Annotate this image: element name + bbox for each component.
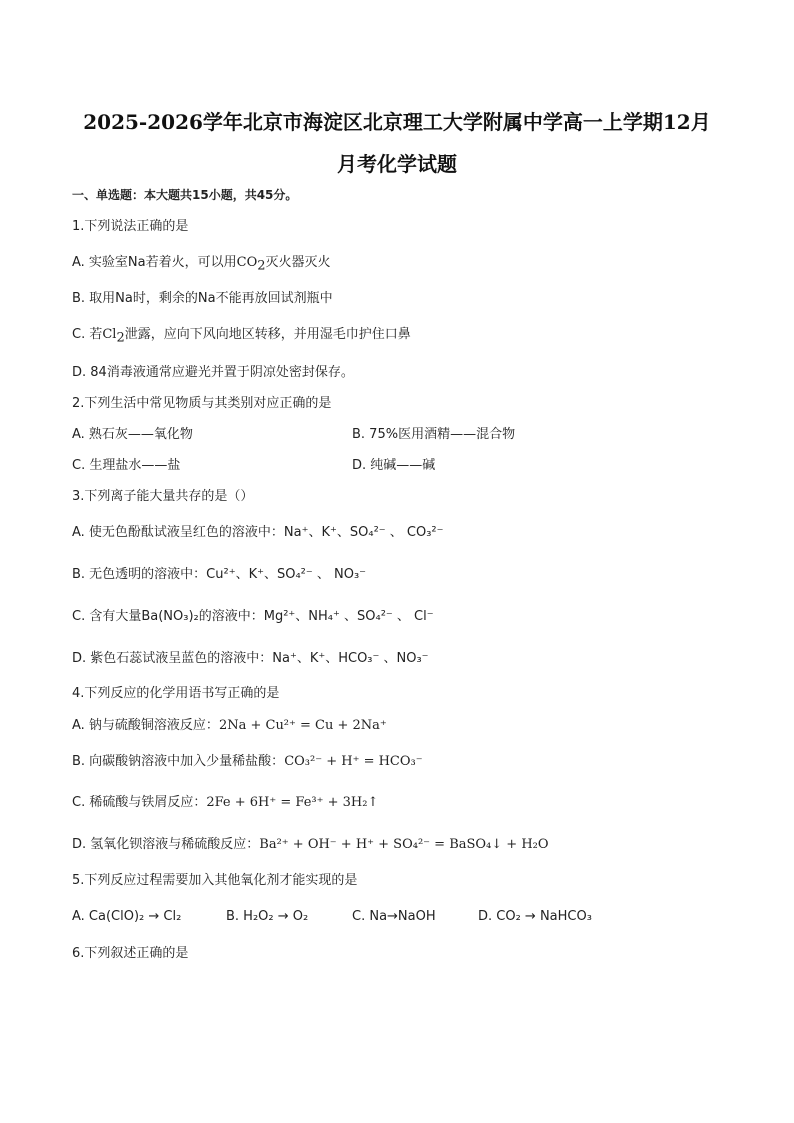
question-5-stem: 5.下列反应过程需要加入其他氧化剂才能实现的是	[72, 873, 358, 888]
question-6-stem: 6.下列叙述正确的是	[72, 946, 189, 961]
question-1-option-b: B. 取用Na时，剩余的Na不能再放回试剂瓶中	[72, 291, 333, 306]
equation-d: Ba²⁺ + OH⁻ + H⁺ + SO₄²⁻ = BaSO₄↓ + H₂O	[259, 837, 549, 852]
question-3-option-a: A. 使无色酚酞试液呈红色的溶液中：Na⁺、K⁺、SO₄²⁻ 、 CO₃²⁻	[72, 525, 444, 540]
question-2-option-c: C. 生理盐水——盐	[72, 458, 181, 473]
question-1-stem: 1.下列说法正确的是	[72, 219, 189, 234]
question-5-option-d: D. CO₂ → NaHCO₃	[478, 909, 592, 924]
section-heading: 一、单选题：本大题共15小题，共45分。	[72, 188, 298, 202]
question-2-option-b: B. 75%医用酒精——混合物	[352, 427, 516, 442]
question-3-option-b: B. 无色透明的溶液中：Cu²⁺、K⁺、SO₄²⁻ 、 NO₃⁻	[72, 567, 367, 582]
exam-title-line1: 2025-2026学年北京市海淀区北京理工大学附属中学高一上学期12月	[83, 110, 711, 134]
question-1-option-d: D. 84消毒液通常应避光并置于阴凉处密封保存。	[72, 365, 354, 380]
question-4-option-d: D. 氢氧化钡溶液与稀硫酸反应：Ba²⁺ + OH⁻ + H⁺ + SO₄²⁻ = BaSO₄↓ + H₂O	[72, 837, 549, 852]
question-3-option-c: C. 含有大量Ba(NO₃)₂的溶液中：Mg²⁺、NH₄⁺ 、SO₄²⁻ 、 Cl⁻	[72, 609, 434, 624]
equation-c: 2Fe + 6H⁺ = Fe³⁺ + 3H₂↑	[206, 795, 379, 810]
question-5-option-c: C. Na→NaOH	[352, 909, 436, 924]
exam-title-line2: 月考化学试题	[337, 152, 457, 176]
question-5-option-b: B. H₂O₂ → O₂	[226, 909, 309, 924]
question-2-option-a: A. 熟石灰——氧化物	[72, 427, 193, 442]
equation-b: CO₃²⁻ + H⁺ = HCO₃⁻	[284, 754, 423, 769]
question-3-option-d: D. 紫色石蕊试液呈蓝色的溶液中：Na⁺、K⁺、HCO₃⁻ 、NO₃⁻	[72, 651, 429, 666]
question-4-option-a: A. 钠与硫酸铜溶液反应：2Na + Cu²⁺ = Cu + 2Na⁺	[72, 718, 387, 733]
question-2-stem: 2.下列生活中常见物质与其类别对应正确的是	[72, 396, 332, 411]
question-4-option-b: B. 向碳酸钠溶液中加入少量稀盐酸：CO₃²⁻ + H⁺ = HCO₃⁻	[72, 754, 423, 769]
question-4-option-c: C. 稀硫酸与铁屑反应：2Fe + 6H⁺ = Fe³⁺ + 3H₂↑	[72, 795, 379, 810]
question-5-option-a: A. Ca(ClO)₂ → Cl₂	[72, 909, 182, 924]
question-1-option-c: C. 若$Cl_2$泄露，应向下风向地区转移，并用湿毛巾护住口鼻	[72, 327, 411, 346]
question-3-stem: 3.下列离子能大量共存的是（）	[72, 489, 254, 504]
equation-a: 2Na + Cu²⁺ = Cu + 2Na⁺	[218, 718, 387, 733]
question-1-option-a: A. 实验室Na若着火，可以用$CO_2$灭火器灭火	[72, 255, 331, 274]
question-4-stem: 4.下列反应的化学用语书写正确的是	[72, 686, 280, 701]
question-2-option-d: D. 纯碱——碱	[352, 458, 436, 473]
